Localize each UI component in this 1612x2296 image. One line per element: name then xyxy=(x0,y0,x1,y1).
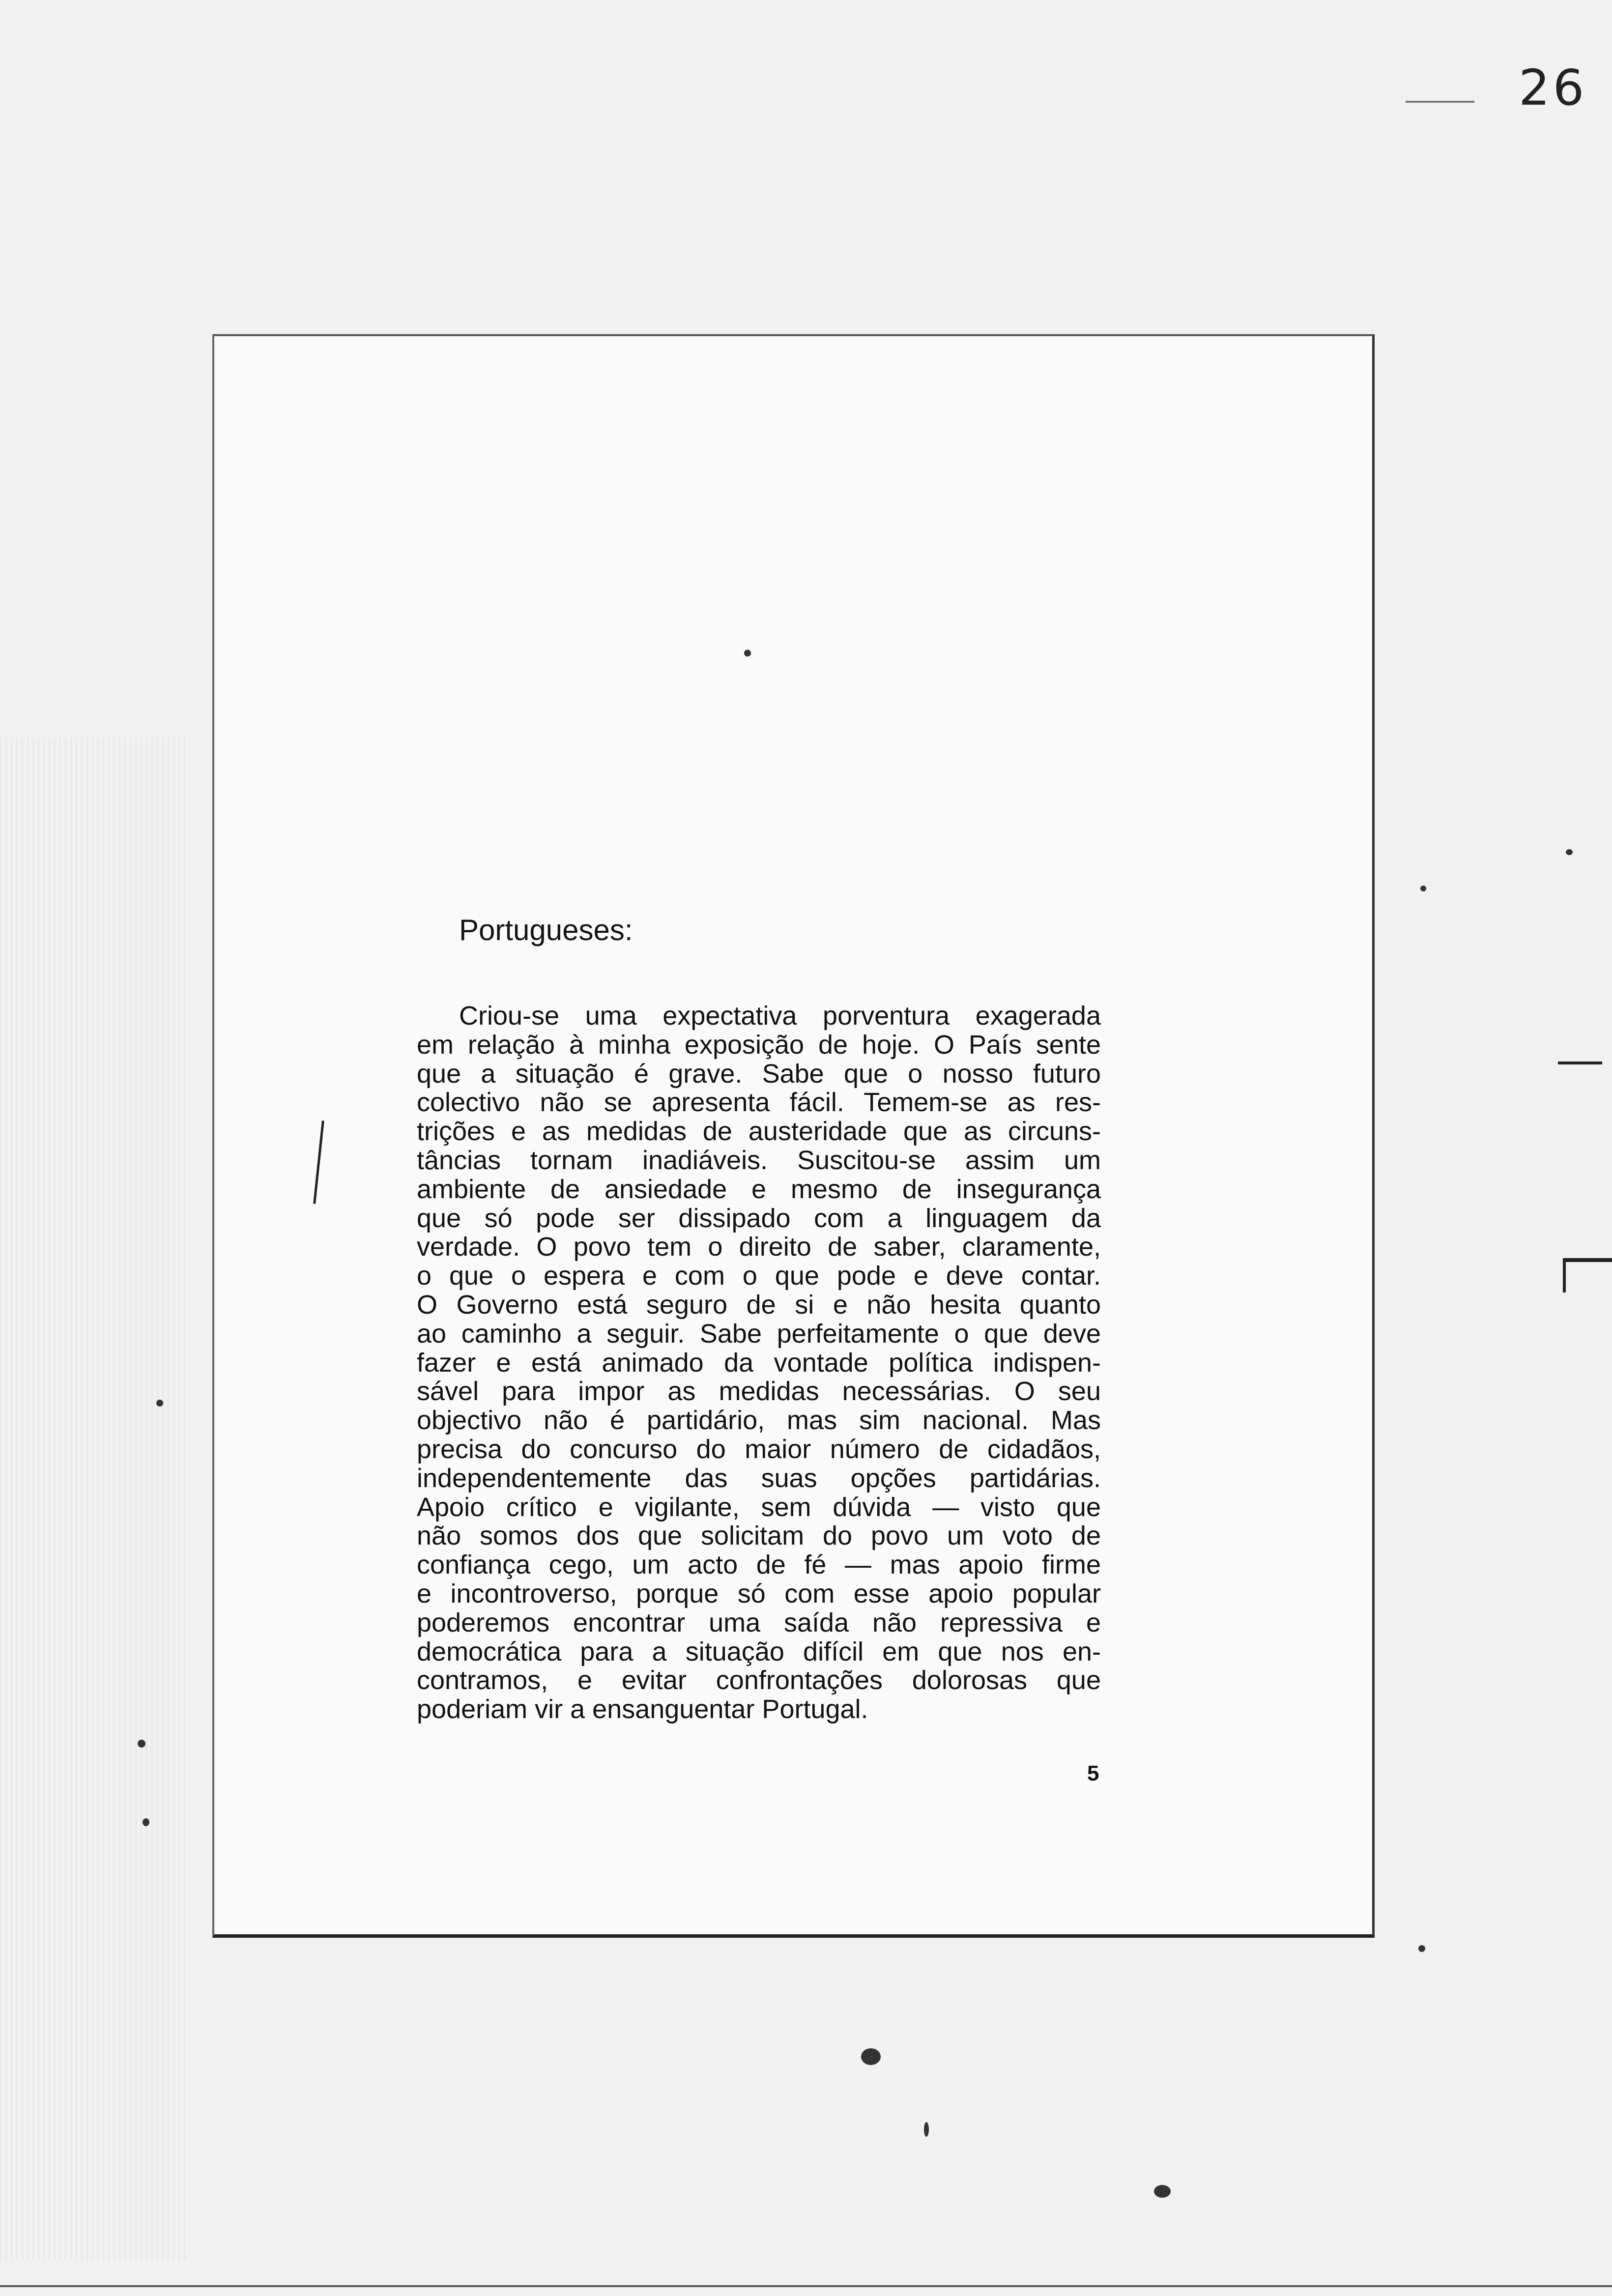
paragraph-line: O Governo está seguro de si e não hesita quanto xyxy=(417,1290,1101,1320)
scan-speck xyxy=(861,2048,881,2065)
paragraph-line: o que o espera e com o que pode e deve contar. xyxy=(417,1262,1101,1291)
paragraph-line: poderemos encontrar uma saída não repressiva e xyxy=(417,1608,1101,1637)
paragraph-line: confiança cego, um acto de fé — mas apoio firme xyxy=(417,1550,1101,1579)
paragraph-line: em relação à minha exposição de hoje. O País sente xyxy=(417,1030,1101,1060)
scan-speck xyxy=(744,650,751,657)
body-paragraph xyxy=(417,1002,1101,1724)
paragraph-line: sável para impor as medidas necessárias. O seu xyxy=(417,1377,1101,1406)
paragraph-line: Apoio crítico e vigilante, sem dúvida — visto que xyxy=(417,1492,1101,1522)
paragraph-line: independentemente das suas opções partidárias. xyxy=(417,1464,1101,1493)
scan-speck xyxy=(143,1818,149,1826)
sheet-number: 26 xyxy=(1519,59,1587,116)
scan-speck xyxy=(138,1740,145,1748)
paragraph-line: fazer e está animado da vontade política indispen- xyxy=(417,1348,1101,1378)
scan-edge xyxy=(0,2285,1612,2287)
paragraph-line: contramos, e evitar confrontações dolorosas que xyxy=(417,1666,1101,1695)
paragraph-line: e incontroverso, porque só com esse apoio popular xyxy=(417,1579,1101,1608)
paragraph-line: ambiente de ansiedade e mesmo de insegurança xyxy=(417,1175,1101,1204)
scan-speck xyxy=(1154,2185,1171,2198)
scan-speck xyxy=(924,2122,929,2137)
paragraph-line: não somos dos que solicitam do povo um voto de xyxy=(417,1521,1101,1551)
paragraph-line: ao caminho a seguir. Sabe perfeitamente o que deve xyxy=(417,1319,1101,1349)
paragraph-line: democrática para a situação difícil em que nos en- xyxy=(417,1637,1101,1666)
scan-noise xyxy=(0,737,187,2261)
paragraph-line: poderiam vir a ensanguentar Portugal. xyxy=(417,1695,868,1724)
scan-mark xyxy=(1558,1062,1602,1064)
paragraph-line: Criou-se uma expectativa porventura exagerada xyxy=(459,1002,1101,1031)
paragraph-line: precisa do concurso do maior número de cidadãos, xyxy=(417,1435,1101,1464)
paragraph-line: trições e as medidas de austeridade que as circuns- xyxy=(417,1117,1101,1146)
scan-speck xyxy=(1566,849,1573,855)
scan-mark xyxy=(1563,1258,1612,1262)
scan-speck xyxy=(1420,886,1426,891)
sheet-dash xyxy=(1406,101,1474,103)
paragraph-line: que a situação é grave. Sabe que o nosso futuro xyxy=(417,1059,1101,1089)
scan-speck xyxy=(156,1400,163,1406)
scan-speck xyxy=(1418,1945,1425,1952)
salutation: Portugueses: xyxy=(459,914,633,947)
paragraph-line: verdade. O povo tem o direito de saber, claramente, xyxy=(417,1233,1101,1262)
scan-mark xyxy=(1563,1258,1566,1292)
paragraph-line: que só pode ser dissipado com a linguagem da xyxy=(417,1204,1101,1233)
paragraph-line: tâncias tornam inadiáveis. Suscitou-se assim um xyxy=(417,1146,1101,1175)
page-number: 5 xyxy=(1087,1761,1099,1785)
paragraph-line: colectivo não se apresenta fácil. Temem-se as res- xyxy=(417,1088,1101,1118)
paragraph-line: objectivo não é partidário, mas sim nacional. Mas xyxy=(417,1406,1101,1435)
